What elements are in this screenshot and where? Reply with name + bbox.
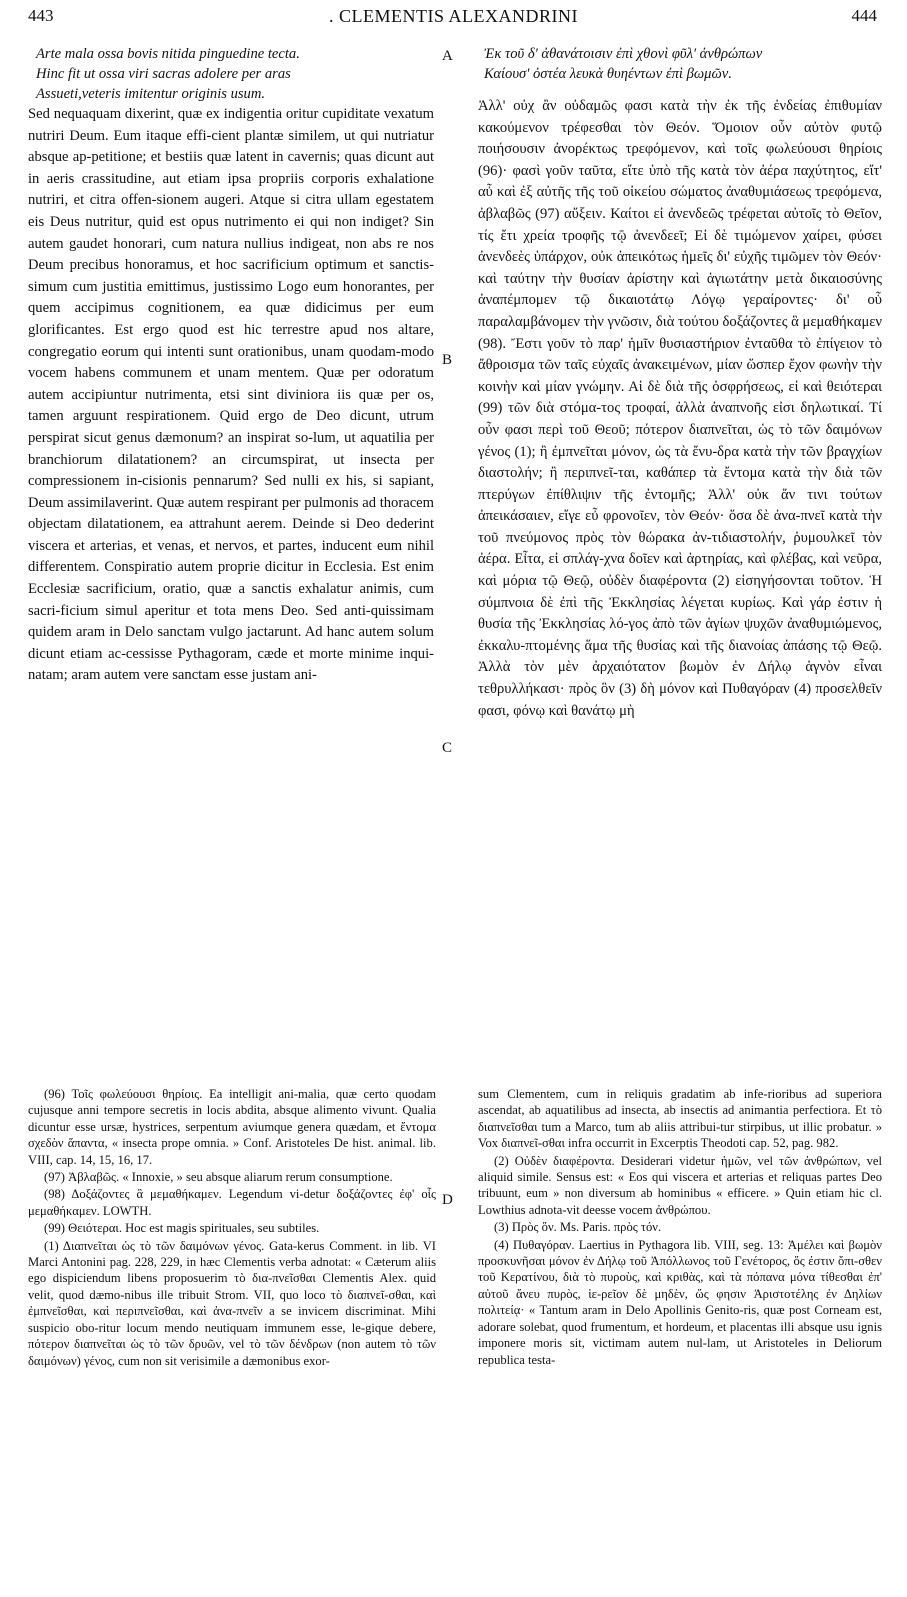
- section-marker-a: A: [442, 48, 453, 64]
- greek-column: [478, 44, 882, 722]
- footnote: (1) Διαπνεῖται ὡς τὸ τῶν δαιμόνων γένος. Gata-kerus Comment. in lib. VI Marci Antonini pag. 228, 229, in hæc Clementis verba adnotat: « Cæterum aliis ego dispiciendum libens proposuerim τὸ δια-πνεῖσθαι Clementis Alex. quid velit, quod dæmo-nibus ille tribuit Strom. VII, quo loco τὸ διαπνεῖ-σθαι, καὶ ἐμπνεῖσθαι, καὶ περιπνεῖσθαι, καὶ ἀνα-πνεῖν a se invicem discriminat. Mihi suspicio obo-ritur locum mendo neutiquam immunem esse, le-gique debere, πότερον διαπνεῖται ὡς τὸ τῶν δρυῶν, vel τὸ τῶν δένδρων (non autem τὸ τῶν δαιμόνων) γένος, cum non sit verisimile a dæmonibus exor-: [28, 1238, 436, 1368]
- footnotes-right: [478, 1086, 882, 1369]
- latin-verse-line: Hinc fit ut ossa viri sacras adolere per aras: [36, 66, 291, 82]
- page-number-left: 443: [28, 6, 54, 25]
- page-header: [0, 0, 907, 34]
- greek-body-text: Ἀλλ' οὐχ ἂν οὐδαμῶς φασι κατὰ τὴν ἐκ τῆς ἐνδείας ἐπιθυμίαν κακούμενον τρέφεσθαι τὸν Θεόν. Ὅμοιον οὖν αὐτὸν φυτῷ ποιήσουσιν ἀνορέκτως τρεφόμενον, καὶ τοῖς φωλεύουσι θηρίοις (96)· φασὶ γοῦν ταῦτα, εἴτε ὑπὸ τῆς κατὰ τὸν ἀέρα παχύτητος, εἴτ' αὖ καὶ ἐξ αὐτῆς τῆς τοῦ οἰκείου σώματος ἀναθυμιάσεως τρεφόμενα, ἀβλαβῶς (97) αὔξειν. Καίτοι εἰ ἀνενδεῶς τρέφεται αὐτοῖς τὸ Θεῖον, τίς ἔτι χρεία τροφῆς τῷ ἀνενδεεῖ; Εἰ δὲ τιμώμενον χαίρει, φύσει ἀνενδεὲς ὑπάρχον, οὐκ ἀπεικότως ἡμεῖς δι' εὐχῆς τιμῶμεν τὸν Θεόν· καὶ ταύτην τὴν θυσίαν ἀρίστην καὶ ἁγιωτάτην μετὰ δικαιοσύνης ἀναπέμπομεν τῷ δικαιοτάτῳ Λόγῳ γεραίροντες· δι' οὗ παραλαμβάνομεν τὴν γνῶσιν, διὰ τούτου δοξάζοντες ἃ μεμαθήκαμεν (98). Ἔστι γοῦν τὸ παρ' ἡμῖν θυσιαστήριον ἐνταῦθα τὸ ἐπίγειον τὸ ἄθροισμα τῶν ταῖς εὐχαῖς ἀνακειμένων, μίαν ὥσπερ ἔχον φωνὴν τὴν κοινὴν καὶ μίαν γνώμην. Αἱ δὲ διὰ τῆς ὀσφρήσεως, εἰ καὶ θειότεραι (99) τῶν διὰ στόμα-τος τροφαί, ἀλλὰ ἀναπνοῆς εἰσι δηλωτικαί. Τί οὖν φασι περὶ τοῦ Θεοῦ; πότερον διαπνεῖται, ὡς τὸ τῶν δαιμόνων γένος (1); ἢ ἐμπνεῖται μόνον, ὡς τὰ ἔνυ-δρα κατὰ τὴν τῶν βραγχίων διαστολήν; ἢ περιπνεῖ-ται, καθάπερ τὰ ἔντομα κατὰ τὴν διὰ τῶν πτερύγων ἐπίθλιψιν τῆς ἐντομῆς; Ἀλλ' οὐκ ἄν τινι τούτων ἀπεικάσαιεν, εἴγε εὖ φρονοῖεν, τὸν Θεόν· ὅσα δὲ ἀνα-πνεῖ κατὰ τὴν τοῦ πνεύμονος πρὸς τὸν θώρακα ἀν-τιδιαστολήν, ῥυμουλκεῖ τὸν ἀέρα. Εἶτα, εἰ σπλάγ-χνα δοῖεν καὶ ἀρτηρίας, καὶ φλέβας, καὶ νεῦρα, καὶ μόρια τῷ Θεῷ, οὐδὲν διαφέροντα (2) εἰσηγήσονται τοῦτον. Ἡ σύμπνοια δὲ ἐπὶ τῆς Ἐκκλησίας λέγεται κυρίως. Καὶ γάρ ἐστιν ἡ θυσία τῆς Ἐκκλησίας λό-γος ἀπὸ τῶν ἁγίων ψυχῶν ἀναθυμιώμενος, ἐκκαλυ-πτομένης ἅμα τῆς θυσίας καὶ τῆς διανοίας ἁπάσης τῷ Θεῷ. Ἀλλὰ τὸν μὲν ἀρχαιότατον βωμὸν ἐν Δήλῳ ἁγνὸν εἶναι τεθρυλλήκασι· πρὸς ὃν (3) δὴ μόνον καὶ Πυθαγόραν (4) προσελθεῖν φασι, φόνῳ καὶ θανάτῳ μὴ: [478, 98, 882, 719]
- latin-verse-line: Arte mala ossa bovis nitida pinguedine tecta.: [36, 46, 300, 62]
- latin-body-text: Sed nequaquam dixerint, quæ ex indigentia oritur cupiditate vexatum nutriri Deum. Eum itaque effi-cient plantæ similem, ut qui nutriatur absque ap-petitione; et bestiis quæ latent in cavernis; quas dicunt aut in aeris crassitudine, aut etiam ipsa propriis corporis exhalatione nutriri, et citra offen-sionem augeri. Atque si citra ullam egestatem eis Deus nutritur, quid est opus nutrimento ei qui non indiget? Sin autem gaudet honorari, cum natura nullius indigeat, non abs re nos Deum precibus honoramus, et hoc sacrificium optimum et sanctis-simum cum justitia emittimus, justissimo Logo eum honorantes, per quem accipimus cognitionem, ea quæ didicimus per eum glorificantes. Est ergo quod est hic terrestre apud nos altare, congregatio eorum qui intenti sunt orationibus, unam quodam-modo vocem habens communem et unam mentem. Quæ per odoratum autem accipiuntur nutrimenta, etsi sint diviniora iis quæ per os, tamen arguunt respirationem. Quid ergo de Deo dicunt, utrum perspirat sicut genus dæmonum? an inspirat so-lum, ut aquatilia per branchiorum dilatationem? an circumspirat, ut insecta per compressionem in-cisionis pennarum? Sed nulli ex his, si sapiant, Deum assimilaverint. Quæ autem respirant per pulmonis ad thoracem objectam dilatationem, ea attrahunt aerem. Deinde si Deo dederint viscera et arterias, et venas, et nervos, et partes, inducent eum nihil differentem. Conspiratio autem proprie dicitur in Ecclesia. Est enim Ecclesiæ sacrificium, oratio, quæ a sanctis exhalatur animis, cum sacri-ficium simul aperitur et tota mens Deo. Sed anti-quissimam quidem aram in Delo sanctam vulgo jactarunt. Ad hanc autem solum dicunt etiam ac-cessisse Pythagoram, cæde et morte minime inqui-natam; aram autem vere sanctam esse justam ani-: [28, 106, 434, 684]
- greek-verse: [478, 44, 882, 84]
- footnote: (4) Πυθαγόραν. Laertius in Pythagora lib. VIII, seg. 13: Ἀμέλει καὶ βωμὸν προσκυνῆσαι μόνον ἐν Δήλῳ τοῦ Ἀπόλλωνος τοῦ Γενέτορος, ὅς ἐστιν ὄπι-σθεν τοῦ Κερατίνου, διὰ τὸ πυροὺς, καὶ κριθὰς, καὶ τὰ πόπανα μόνα τίθεσθαι ἐπ' αὐτοῦ ἄνευ πυρὸς, ἱε-ρεῖον δὲ μηδὲν, ὥς φησιν Ἀριστοτέλης ἐν Δηλίων πολιτείᾳ· « Tantum aram in Delo Apollinis Genito-ris, quæ post Corneam est, adorare solebat, quod frumentum, et hordeum, et placentas illi absque usu ignis imponere moris sit, victimam autem nul-lam, ut Aristoteles in Deliorum republica testa-: [478, 1237, 882, 1367]
- footnote: (98) Δοξάζοντες ἃ μεμαθήκαμεν. Legendum vi-detur δοξάζοντες ἐφ' οἷς μεμαθήκαμεν. LOWTH.: [28, 1187, 436, 1218]
- footnote: sum Clementem, cum in reliquis gradatim ab infe-rioribus ad superiora ascendat, ab aquatilibus ad insecta, ab insectis ad animantia perfectiora. Et τὸ διαπνεῖσθαι tum a Marco, tum ab aliis attribui-tur stirpibus, ut illic probatur. » Vox διαπνεῖ-σθαι infra occurrit in Excerptis Theodoti cap. 52, pag. 982.: [478, 1087, 882, 1151]
- footnote: (97) Ἀβλαβῶς. « Innoxie, » seu absque aliarum rerum consumptione.: [44, 1170, 393, 1185]
- greek-verse-line: Καίουσ' ὀστέα λευκὰ θυηέντων ἐπὶ βωμῶν.: [484, 66, 732, 82]
- footnote: (3) Πρὸς ὅν. Ms. Paris. πρὸς τόν.: [494, 1220, 662, 1235]
- section-marker-b: B: [442, 352, 453, 368]
- footnote: (2) Οὐδὲν διαφέροντα. Desiderari videtur ἡμῶν, vel τῶν ἀνθρώπων, vel aliquid simile. Sensus est: « Eos qui viscera et arterias et reliquas partes Deo tribuunt, eum » non diversum ab hominibus « efficere. » Quin etiam hic cl. Lowthius adnota-vit deesse vocem ἀνθρώπου.: [478, 1153, 882, 1217]
- footnote: (99) Θειότεραι. Hoc est magis spirituales, seu subtiles.: [44, 1221, 320, 1236]
- page-number-right: 444: [851, 6, 877, 25]
- running-title: . CLEMENTIS ALEXANDRINI: [329, 6, 578, 26]
- section-marker-d: D: [442, 1192, 453, 1208]
- footnotes-left: [28, 1086, 436, 1370]
- footnote: (96) Τοῖς φωλεύουσι θηρίοις. Ea intelligit ani-malia, quæ certo quodam cujusque anni tempore secretis in locis abdita, absque alimento vivunt. Qualia dicuntur esse ursæ, hystrices, serpentum aviumque genera quædam, et ἔντομα σχεδὸν ἅπαντα, « insecta prope omnia. » Conf. Aristoteles De hist. animal. lib. VIII, cap. 14, 15, 16, 17.: [28, 1087, 436, 1167]
- section-marker-c: C: [442, 740, 453, 756]
- greek-verse-line: Ἐκ τοῦ δ' ἀθανάτοισιν ἐπὶ χθονὶ φῦλ' ἀνθρώπων: [484, 46, 763, 62]
- latin-column: [28, 44, 434, 687]
- latin-verse: [28, 44, 434, 104]
- latin-verse-line: Assueti,veteris imitentur originis usum.: [36, 86, 266, 102]
